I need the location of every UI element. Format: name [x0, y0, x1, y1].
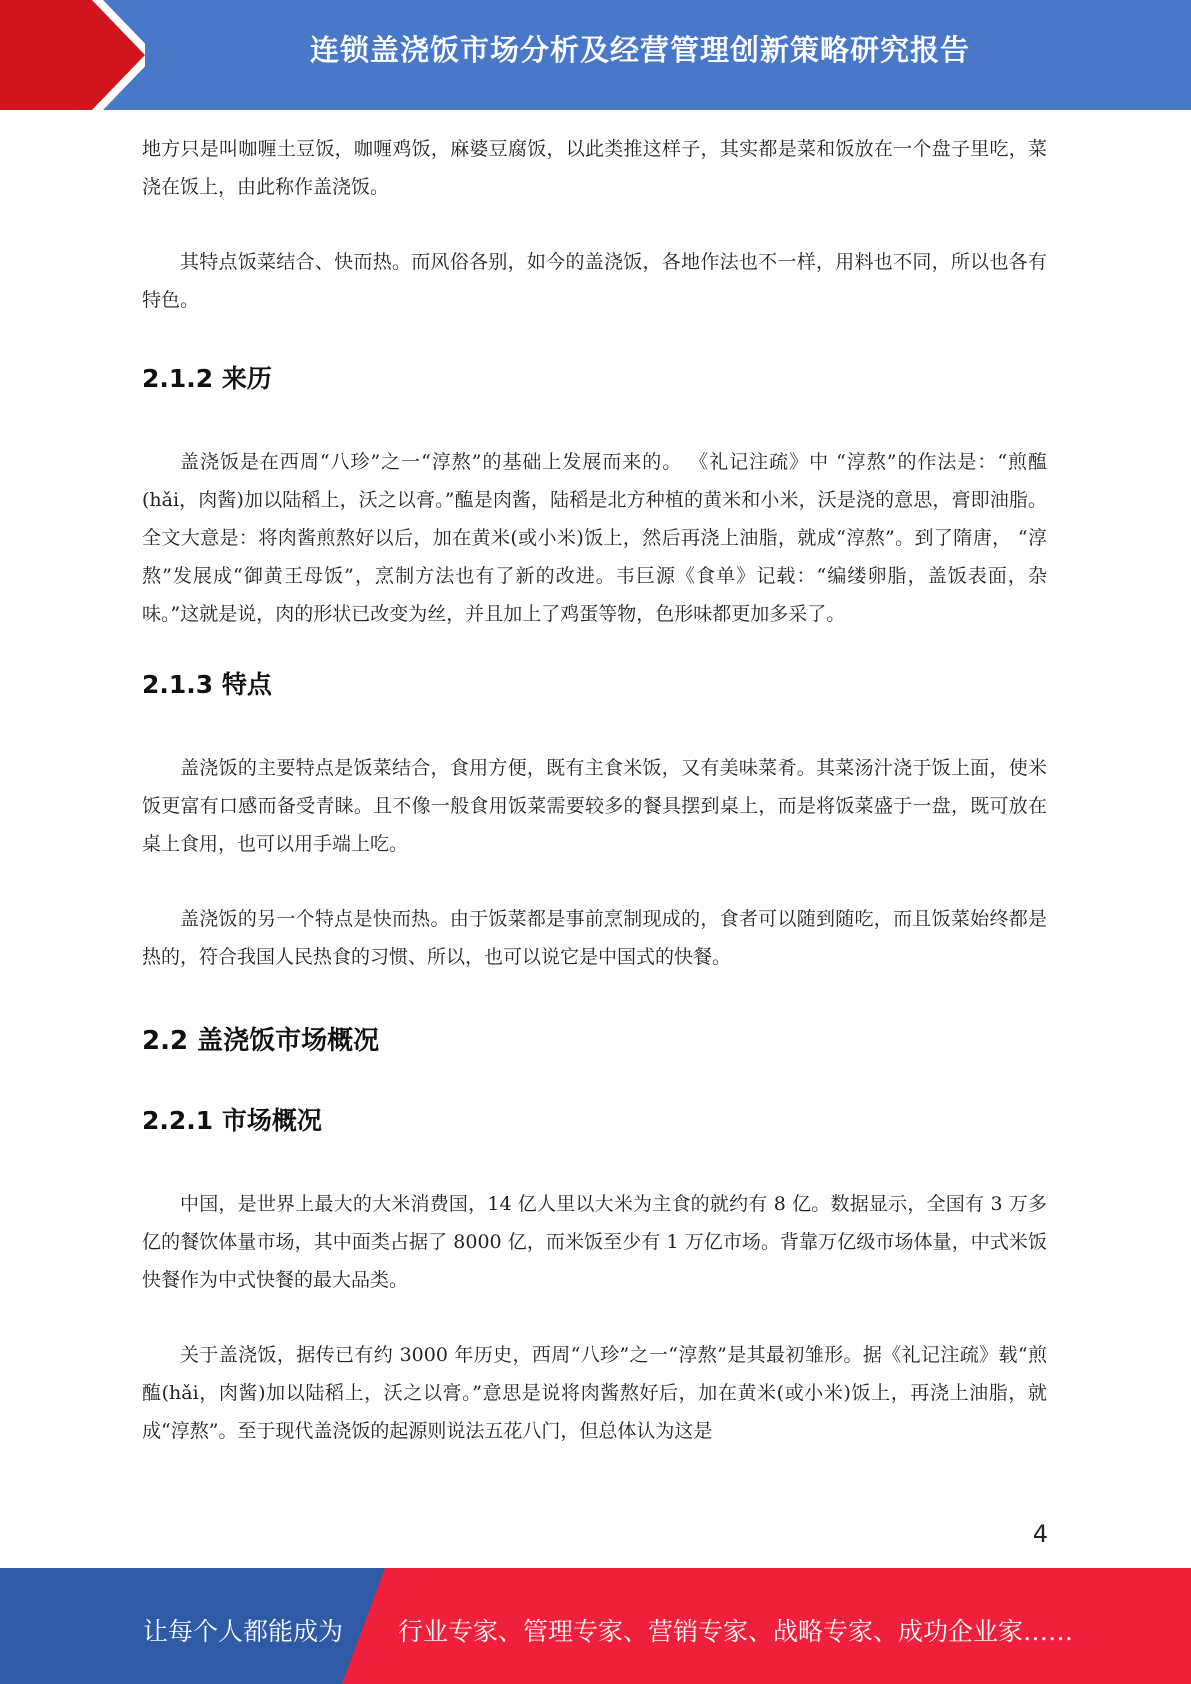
paragraph: 中国，是世界上最大的大米消费国，14 亿人里以大米为主食的就约有 8 亿。数据显示，全国有 3 万多亿的餐饮体量市场，其中面类占据了 8000 亿，而米饭至少有 1 万亿市场。背靠万亿级市场体量，中式米饭快餐作为中式快餐的最大品类。	[142, 1193, 1047, 1291]
page-number: 4	[1032, 1520, 1048, 1548]
footer-slogan-left: 让每个人都能成为	[143, 1617, 344, 1646]
paragraph: 盖浇饭的另一个特点是快而热。由于饭菜都是事前烹制现成的，食者可以随到随吃，而且饭菜始终都是热的，符合我国人民热食的习惯、所以，也可以说它是中国式的快餐。	[142, 908, 1047, 968]
footer-banner	[0, 1568, 1191, 1684]
footer-slogan-right: 行业专家、管理专家、营销专家、战略专家、成功企业家……	[398, 1617, 1074, 1646]
report-title: 连锁盖浇饭市场分析及经营管理创新策略研究报告	[309, 33, 970, 67]
paragraph: 地方只是叫咖喱土豆饭，咖喱鸡饭，麻婆豆腐饭，以此类推这样子，其实都是菜和饭放在一个盘子里吃，菜浇在饭上，由此称作盖浇饭。	[142, 138, 1047, 198]
header-red-chevron	[0, 0, 145, 110]
paragraph: 盖浇饭的主要特点是饭菜结合，食用方便，既有主食米饭，又有美味菜肴。其菜汤汁浇于饭上面，使米饭更富有口感而备受青睐。且不像一般食用饭菜需要较多的餐具摆到桌上，而是将饭菜盛于一盘，既可放在桌上食用，也可以用手端上吃。	[142, 757, 1047, 855]
section-heading-2-1-3: 2.1.3 特点	[142, 670, 272, 699]
page-content	[142, 130, 1047, 1450]
paragraph: 盖浇饭是在西周“八珍”之一“淳熬”的基础上发展而来的。 《礼记注疏》中 “淳熬”的作法是：“煎醢(hǎi，肉酱)加以陆稻上，沃之以膏。”醢是肉酱，陆稻是北方种植的黄米和小米，沃是浇的意思，膏即油脂。全文大意是：将肉酱煎熬好以后，加在黄米(或小米)饭上，然后再浇上油脂，就成“淳熬”。到了隋唐， “淳熬”发展成“御黄王母饭”，烹制方法也有了新的改进。韦巨源《食单》记载：“编缕卵脂，盖饭表面，杂味。”这就是说，肉的形状已改变为丝，并且加上了鸡蛋等物，色形味都更加多采了。	[142, 451, 1047, 625]
header-banner	[0, 0, 1191, 110]
section-heading-2-2: 2.2 盖浇饭市场概况	[142, 1026, 380, 1056]
section-heading-2-1-2: 2.1.2 来历	[142, 364, 272, 393]
section-heading-2-2-1: 2.2.1 市场概况	[142, 1106, 322, 1135]
paragraph: 其特点饭菜结合、快而热。而风俗各别，如今的盖浇饭，各地作法也不一样，用料也不同，所以也各有特色。	[142, 251, 1047, 311]
paragraph: 关于盖浇饭，据传已有约 3000 年历史，西周“八珍”之一“淳熬”是其最初雏形。据《礼记注疏》载“煎醢(hǎi，肉酱)加以陆稻上，沃之以膏。”意思是说将肉酱熬好后，加在黄米(或小米)饭上，再浇上油脂，就成“淳熬”。至于现代盖浇饭的起源则说法五花八门，但总体认为这是	[142, 1344, 1047, 1442]
